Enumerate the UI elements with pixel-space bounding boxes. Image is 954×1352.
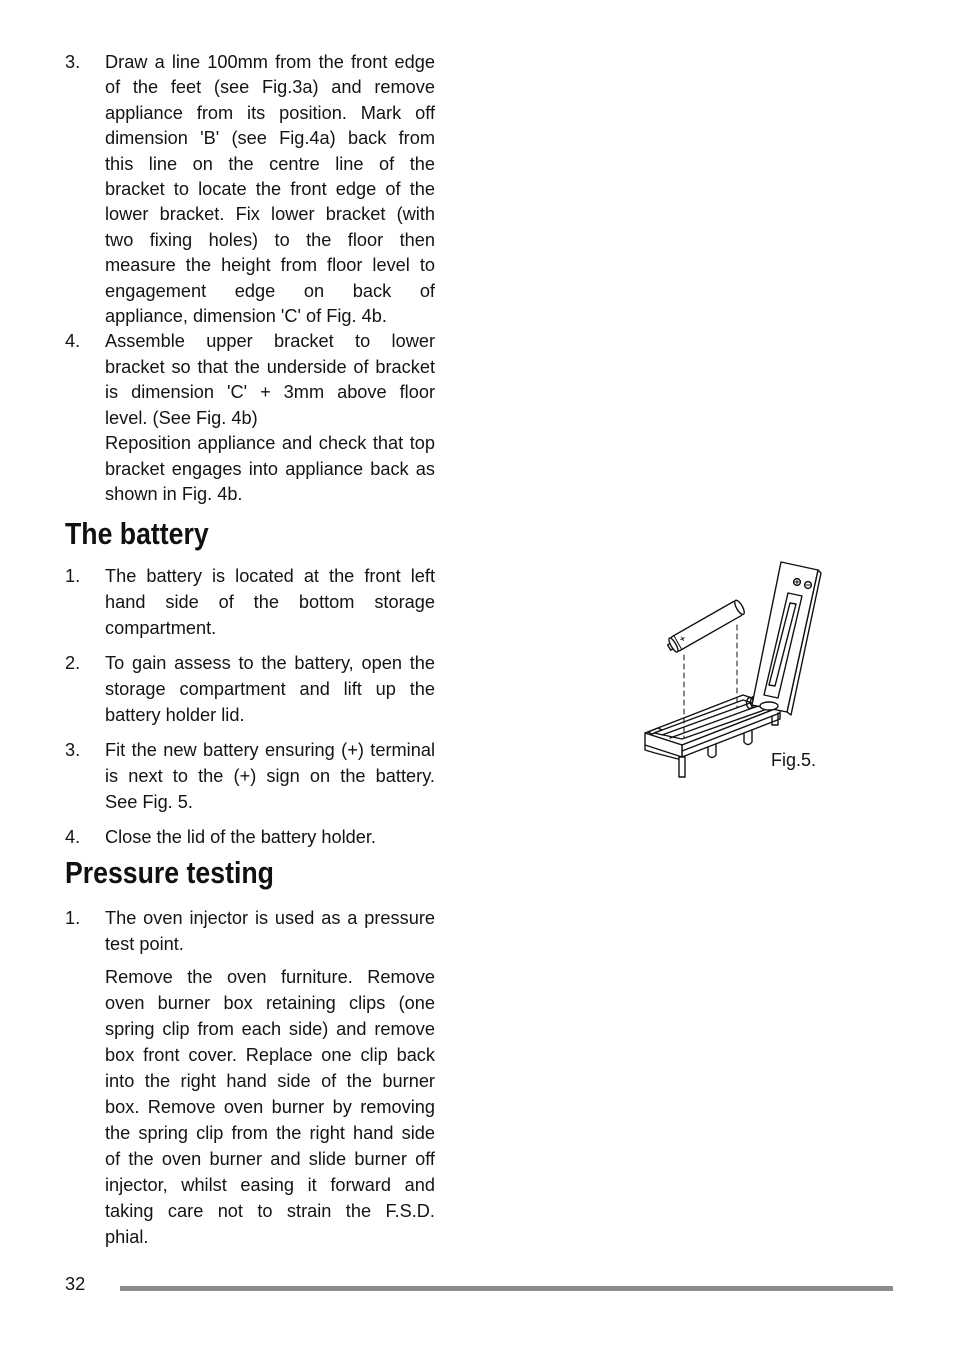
text-line: bracket so that the underside of bracket bbox=[105, 356, 435, 377]
text-line: box front cover. Replace one clip back bbox=[105, 1045, 435, 1065]
page-number: 32 bbox=[65, 1274, 86, 1294]
item-text bbox=[105, 824, 435, 850]
text-line: Reposition appliance and check that top bbox=[105, 433, 435, 454]
list-item bbox=[65, 650, 435, 728]
battery-heading bbox=[65, 516, 232, 552]
item-text bbox=[105, 650, 435, 728]
text-line: bracket to locate the front edge of the bbox=[105, 179, 435, 200]
item-text bbox=[105, 737, 435, 815]
paragraph bbox=[105, 650, 435, 728]
bracket-installation-steps bbox=[65, 50, 435, 507]
text-line: engagement edge on back of bbox=[105, 280, 435, 301]
text-line: compartment. bbox=[105, 618, 217, 638]
paragraph bbox=[105, 431, 435, 507]
battery-steps bbox=[65, 563, 435, 850]
text-line: battery holder lid. bbox=[105, 705, 245, 725]
item-number: 1. bbox=[65, 908, 81, 928]
text-line: The oven injector is used as a pressure bbox=[105, 908, 435, 928]
paragraph bbox=[105, 905, 435, 957]
list-item bbox=[65, 824, 435, 850]
paragraph bbox=[105, 329, 435, 431]
figure-caption: Fig.5. bbox=[771, 750, 817, 770]
text-line: bracket engages into appliance back as bbox=[105, 458, 435, 479]
text-line: taking care not to strain the F.S.D. bbox=[105, 1201, 435, 1221]
list-item bbox=[65, 905, 435, 1250]
text-line: Assemble upper bracket to lower bbox=[105, 331, 435, 352]
item-number: 1. bbox=[65, 566, 81, 586]
list-item bbox=[65, 563, 435, 641]
text-line: To gain assess to the battery, open the bbox=[105, 653, 435, 673]
pressure-testing-steps bbox=[65, 905, 435, 1250]
text-line: spring clip from each side) and remove bbox=[105, 1019, 435, 1039]
item-number: 3. bbox=[65, 740, 81, 760]
text-line: phial. bbox=[105, 1227, 149, 1247]
text-line: shown in Fig. 4b. bbox=[105, 483, 243, 504]
text-line: Remove the oven furniture. Remove bbox=[105, 967, 435, 987]
text-line: this line on the centre line of the bbox=[105, 153, 435, 174]
text-line: of the oven burner and slide burner off bbox=[105, 1149, 435, 1169]
text-line: measure the height from floor level to bbox=[105, 255, 435, 276]
text-line: of the feet (see Fig.3a) and remove bbox=[105, 77, 435, 98]
text-line: oven burner box retaining clips (one bbox=[105, 993, 435, 1013]
text-line: injector, whilst easing it forward and bbox=[105, 1175, 435, 1195]
text-line: Close the lid of the battery holder. bbox=[105, 827, 376, 847]
text-line: test point. bbox=[105, 934, 184, 954]
text-line: lower bracket. Fix lower bracket (with bbox=[105, 204, 435, 225]
text-line: storage compartment and lift up the bbox=[105, 679, 435, 699]
battery-illustration bbox=[665, 599, 746, 655]
text-line: appliance from its position. Mark off bbox=[105, 102, 435, 123]
text-line: is next to the (+) sign on the battery. bbox=[105, 766, 435, 786]
text-line: is dimension 'C' + 3mm above floor bbox=[105, 382, 435, 403]
paragraph bbox=[105, 563, 435, 641]
text-line: Fit the new battery ensuring (+) terminal bbox=[105, 740, 435, 760]
text-line: into the right hand side of the burner bbox=[105, 1071, 435, 1091]
text-line: box. Remove oven burner by removing bbox=[105, 1097, 435, 1117]
text-line: appliance, dimension 'C' of Fig. 4b. bbox=[105, 306, 387, 327]
item-number: 4. bbox=[65, 331, 81, 352]
text-line: hand side of the bottom storage bbox=[105, 592, 435, 612]
battery-heading-text: The battery bbox=[65, 516, 209, 551]
item-number: 2. bbox=[65, 653, 81, 673]
list-item bbox=[65, 50, 435, 329]
footer-rule bbox=[120, 1286, 893, 1291]
text-line: dimension 'B' (see Fig.4a) back from bbox=[105, 128, 435, 149]
pressure-testing-heading bbox=[65, 855, 308, 891]
item-number: 3. bbox=[65, 52, 81, 72]
text-line: level. (See Fig. 4b) bbox=[105, 407, 258, 428]
text-line: two fixing holes) to the floor then bbox=[105, 229, 435, 250]
list-item bbox=[65, 737, 435, 815]
paragraph bbox=[105, 50, 435, 329]
text-line: the spring clip from the right hand side bbox=[105, 1123, 435, 1143]
item-text bbox=[105, 905, 435, 1250]
battery-holder-lid bbox=[752, 562, 821, 715]
text-line: The battery is located at the front left bbox=[105, 566, 435, 586]
item-number: 4. bbox=[65, 827, 81, 847]
item-text bbox=[105, 50, 435, 329]
text-line: Draw a line 100mm from the front edge bbox=[105, 52, 435, 72]
pressure-testing-heading-text: Pressure testing bbox=[65, 855, 274, 890]
item-text bbox=[105, 329, 435, 507]
paragraph bbox=[105, 964, 435, 1250]
paragraph bbox=[105, 824, 435, 850]
item-text bbox=[105, 563, 435, 641]
paragraph bbox=[105, 737, 435, 815]
text-line: See Fig. 5. bbox=[105, 792, 193, 812]
list-item bbox=[65, 329, 435, 507]
